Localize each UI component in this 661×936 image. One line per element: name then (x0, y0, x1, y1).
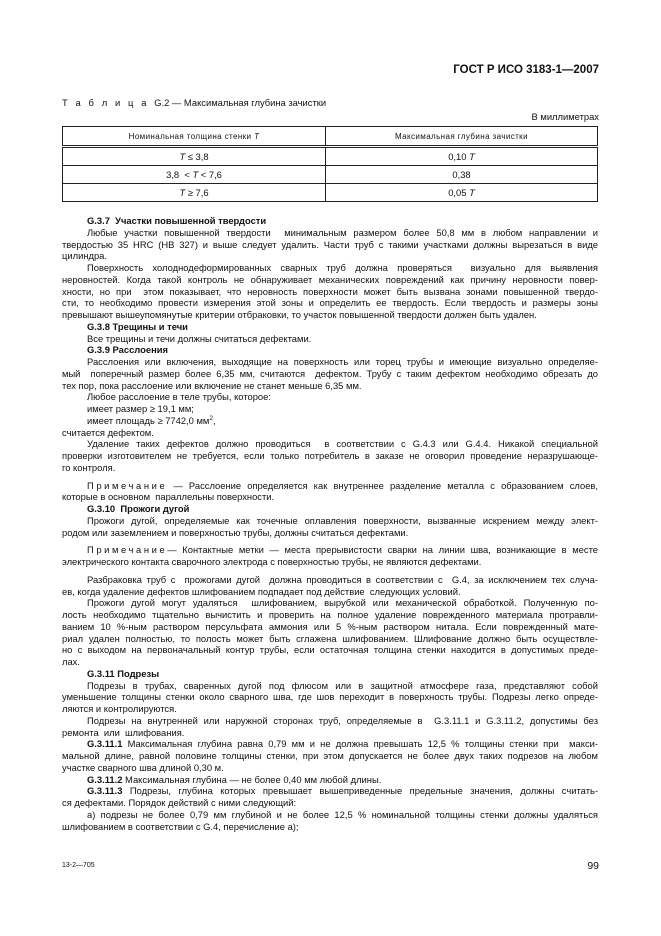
text-line (62, 656, 598, 668)
text-run: Прожоги дугой, определяемые как точечные оплавления поверхности, вызванные искрением между элект- (87, 514, 598, 526)
text-line (62, 368, 598, 380)
table-cell: 3,8 < T < 7,6 (63, 166, 326, 184)
document-body (62, 215, 598, 832)
depth-table (62, 126, 598, 202)
text-line (62, 503, 598, 515)
paragraph (62, 438, 598, 473)
paragraph (62, 668, 598, 680)
text-line (62, 586, 598, 598)
paragraph (62, 333, 598, 345)
text-run: лах. (62, 656, 80, 667)
document-id-header: ГОСТ Р ИСО 3183-1—2007 (453, 64, 599, 76)
text-run: риал удален полностью, то полость может быть сглажена шлифованием. Шлифование должно быть осуществле- (62, 632, 598, 644)
text-run: мый поперечный размер более 6,35 мм, считаются дефектом. Трубу с таким дефектом необходимо обрезать до (62, 367, 598, 379)
text-line (62, 609, 598, 621)
table-cell: 0,38 (326, 166, 598, 184)
text-line (62, 738, 598, 750)
text-run: Удаление таких дефектов должно проводиться в соответствии с G.4.3 или G.4.4. Никакой специальной (87, 438, 598, 450)
text-line (62, 574, 598, 586)
text-line (62, 821, 598, 833)
paragraph (62, 544, 598, 568)
section-heading: G.3.11 Подрезы (87, 667, 160, 679)
text-line (62, 556, 598, 568)
table-caption-label: Т а б л и ц а (62, 97, 150, 108)
text-line (62, 274, 598, 286)
text-run: шлифованием в соответствии с G.4, перечисление а); (62, 820, 299, 832)
text-line (62, 597, 598, 609)
text-line (62, 250, 598, 262)
section-heading: G.3.11.1 (87, 738, 123, 750)
text-run: Прожоги дугой могут удаляться шлифованием, вырубкой или механической обработкой. Полученную по- (87, 597, 598, 609)
text-run: Разбраковка труб с прожогами дугой должна проводиться в соответствии с G.4, за исключением тех случа- (87, 573, 598, 585)
text-run: ремонта или шлифования. (62, 726, 185, 738)
text-run: ев, когда удаление дефектов шлифованием подпадает под действие следующих условий. (62, 585, 461, 597)
text-run: уменьшение толщины стенки около сварного шва, где шов переходит в поверхность трубы. Подрезы легко опреде- (62, 691, 598, 703)
text-line (62, 544, 598, 556)
paragraph (62, 262, 598, 321)
footer-code: 13-2—705 (62, 862, 95, 869)
text-run: ванием 10 %-ным раствором персульфата аммония или 5 %-ным раствором нитала. Если поврежденный мате- (62, 620, 598, 632)
text-line (62, 691, 598, 703)
text-line (62, 644, 598, 656)
paragraph (62, 480, 598, 504)
text-run: ся дефектами. Порядок действий с ними следующий: (62, 797, 297, 808)
text-run: электрического контакта сварочного электрода с поверхностью трубы, не являются дефектами. (62, 556, 482, 567)
text-line (62, 262, 598, 274)
text-run: родом или заземлением и поверхностью трубы, должны считаться дефектами. (62, 526, 409, 538)
text-run: имеет размер ≥ 19,1 мм; (87, 403, 194, 414)
text-run: имеет площадь ≥ 7742,0 мм (87, 414, 210, 426)
paragraph (62, 321, 598, 333)
paragraph (62, 785, 598, 809)
note-label: Примечание (87, 544, 168, 556)
text-line (62, 309, 598, 321)
text-line (62, 785, 598, 797)
text-line (62, 380, 598, 392)
text-line (62, 215, 598, 227)
text-line (62, 438, 598, 450)
text-run: Расслоения или включения, выходящие на поверхность или торец трубы и имеющие визуально определяе- (87, 356, 598, 367)
text-line (62, 239, 598, 251)
text-run: , (213, 414, 216, 426)
paragraph (62, 227, 598, 262)
paragraph (62, 574, 598, 598)
text-run: Подрезы на внутренней или наружной сторонах труб, определяемые в G.3.11.1 и G.3.11.2, допустимы без (87, 714, 598, 726)
text-run: сти, то необходимо провести измерения этой зоны и определить ее твердость. Если твердость и размеры зоны (62, 297, 598, 309)
column-header-max-depth: Максимальная глубина зачистки (326, 127, 598, 147)
text-run: участке сварного шва длиной 0,30 м. (62, 761, 224, 773)
text-run: Любое расслоение в теле трубы, которое: (87, 391, 271, 403)
paragraph (62, 715, 598, 739)
paragraph (62, 503, 598, 515)
section-heading: G.3.10 Прожоги дугой (87, 503, 190, 514)
paragraph (62, 680, 598, 715)
table-caption (62, 97, 326, 108)
text-line (62, 462, 598, 474)
section-heading: G.3.9 Расслоения (87, 344, 168, 356)
text-run: хности, но при этом показывает, что неровность поверхности может быть вызвана зонами повышенной твердо- (62, 285, 598, 297)
text-run: неровностей. Когда такой контроль не обнаруживает механических повреждений как причину неровности повер- (62, 273, 598, 285)
text-run: Подрезы, глубина которых превышает вышеприведенные предельные значения, должны считать- (122, 785, 598, 797)
text-line (62, 727, 598, 739)
paragraph (62, 215, 598, 227)
text-line (62, 321, 598, 333)
paragraph (62, 344, 598, 356)
table-cell: T ≥ 7,6 (63, 184, 326, 202)
text-line (62, 633, 598, 645)
text-line (62, 403, 598, 415)
text-line (62, 227, 598, 239)
paragraph (62, 515, 598, 539)
paragraph (62, 403, 598, 415)
table-cell: 0,10 T (326, 147, 598, 166)
text-line (62, 668, 598, 680)
paragraph (62, 809, 598, 833)
text-run: твердостью 35 HRC (HB 327) и выше следует удалить. Части труб с такими участками должны вырезаться в виде (62, 238, 598, 250)
column-header-wall-thickness: Номинальная толщина стенки T (63, 127, 326, 147)
text-line (62, 286, 598, 298)
text-run: считается дефектом. (62, 426, 154, 438)
text-line (62, 333, 598, 345)
text-line (62, 491, 598, 503)
table-header-row (63, 127, 598, 147)
text-run: Подрезы в трубах, сваренных дугой под флюсом или в защитной атмосфере газа, представляют собой (87, 679, 598, 691)
paragraph (62, 356, 598, 391)
text-run: но с выходом на первоначальный контур трубы, если остаточная толщина стенки находится в допустимых преде- (62, 644, 598, 656)
superscript: 2 (209, 414, 213, 422)
paragraph (62, 415, 598, 427)
text-line (62, 797, 598, 809)
table-row (63, 147, 598, 166)
text-run: го контроля. (62, 461, 116, 473)
text-run: Поверхность холоднодеформированных сварных труб должна проверяться визуально для выявления (87, 262, 598, 273)
text-line (62, 344, 598, 356)
text-line (62, 762, 598, 774)
text-line (62, 515, 598, 527)
text-line (62, 356, 598, 368)
table-row (63, 166, 598, 184)
text-run: — Расслоение определяется как внутреннее разделение металла с образованием слоев, (167, 479, 598, 491)
text-run: — Контактные метки — места прерывистости сварки на линии шва, возникающие в месте (167, 544, 598, 556)
text-line (62, 621, 598, 633)
text-line (62, 450, 598, 462)
text-run: Максимальная глубина — не более 0,40 мм любой длины. (122, 773, 382, 785)
text-line (62, 809, 598, 821)
text-run: Все трещины и течи должны считаться дефектами. (87, 332, 312, 344)
text-run: а) подрезы не более 0,79 мм глубиной и не более 12,5 % номинальной толщины стенки должны удаляться (87, 808, 598, 820)
text-run: тех пор, пока расслоение или включение не станет меньше 6,35 мм. (62, 379, 362, 391)
text-line (62, 427, 598, 439)
page-number: 99 (587, 860, 599, 872)
paragraph (62, 597, 598, 668)
text-line (62, 297, 598, 309)
paragraph (62, 774, 598, 786)
text-run: цилиндра. (62, 250, 107, 262)
text-run: ляются и контролируются. (62, 703, 177, 714)
paragraph (62, 391, 598, 403)
text-run: проверки изготовителем не требуется, если только потребитель в заказе не оговорил проведение неразрушающе- (62, 450, 598, 461)
table-cell: T ≤ 3,8 (63, 147, 326, 166)
paragraph (62, 738, 598, 773)
text-line (62, 480, 598, 492)
paragraph (62, 427, 598, 439)
text-line (62, 774, 598, 786)
note-label: Примечание (87, 479, 168, 491)
table-caption-text: G.2 — Максимальная глубина зачистки (149, 97, 327, 108)
text-line (62, 680, 598, 692)
table-row (63, 184, 598, 202)
text-line (62, 391, 598, 403)
section-heading: G.3.11.2 (87, 773, 123, 785)
text-line (62, 527, 598, 539)
section-heading: G.3.8 Трещины и течи (87, 320, 188, 332)
table-units: В миллиметрах (531, 111, 599, 122)
text-line (62, 750, 598, 762)
section-heading: G.3.11.3 (87, 785, 123, 797)
section-heading: G.3.7 Участки повышенной твердости (87, 215, 267, 226)
text-run: мальной длине, равной половине толщины стенки, при этом допускается не более двух таких подрезов на любом (62, 750, 598, 761)
table-cell: 0,05 T (326, 184, 598, 202)
text-run: которые в основном параллельны поверхности. (62, 491, 275, 503)
text-run: Максимальная глубина равна 0,79 мм и не должна превышать 12,5 % толщины стенки при макси- (122, 738, 598, 750)
text-run: превышают вышеупомянутые критерии отбраковки, то участок повышенной твердости должен быть удален. (62, 309, 537, 320)
text-line (62, 703, 598, 715)
text-run: лость необходимо тщательно вычистить и проверить на полное удаление поврежденного материала протравли- (62, 609, 598, 620)
text-run: Любые участки повышенной твердости минимальным размером более 50,8 мм в любом направлении и (87, 226, 598, 238)
text-line (62, 415, 598, 427)
text-line (62, 715, 598, 727)
